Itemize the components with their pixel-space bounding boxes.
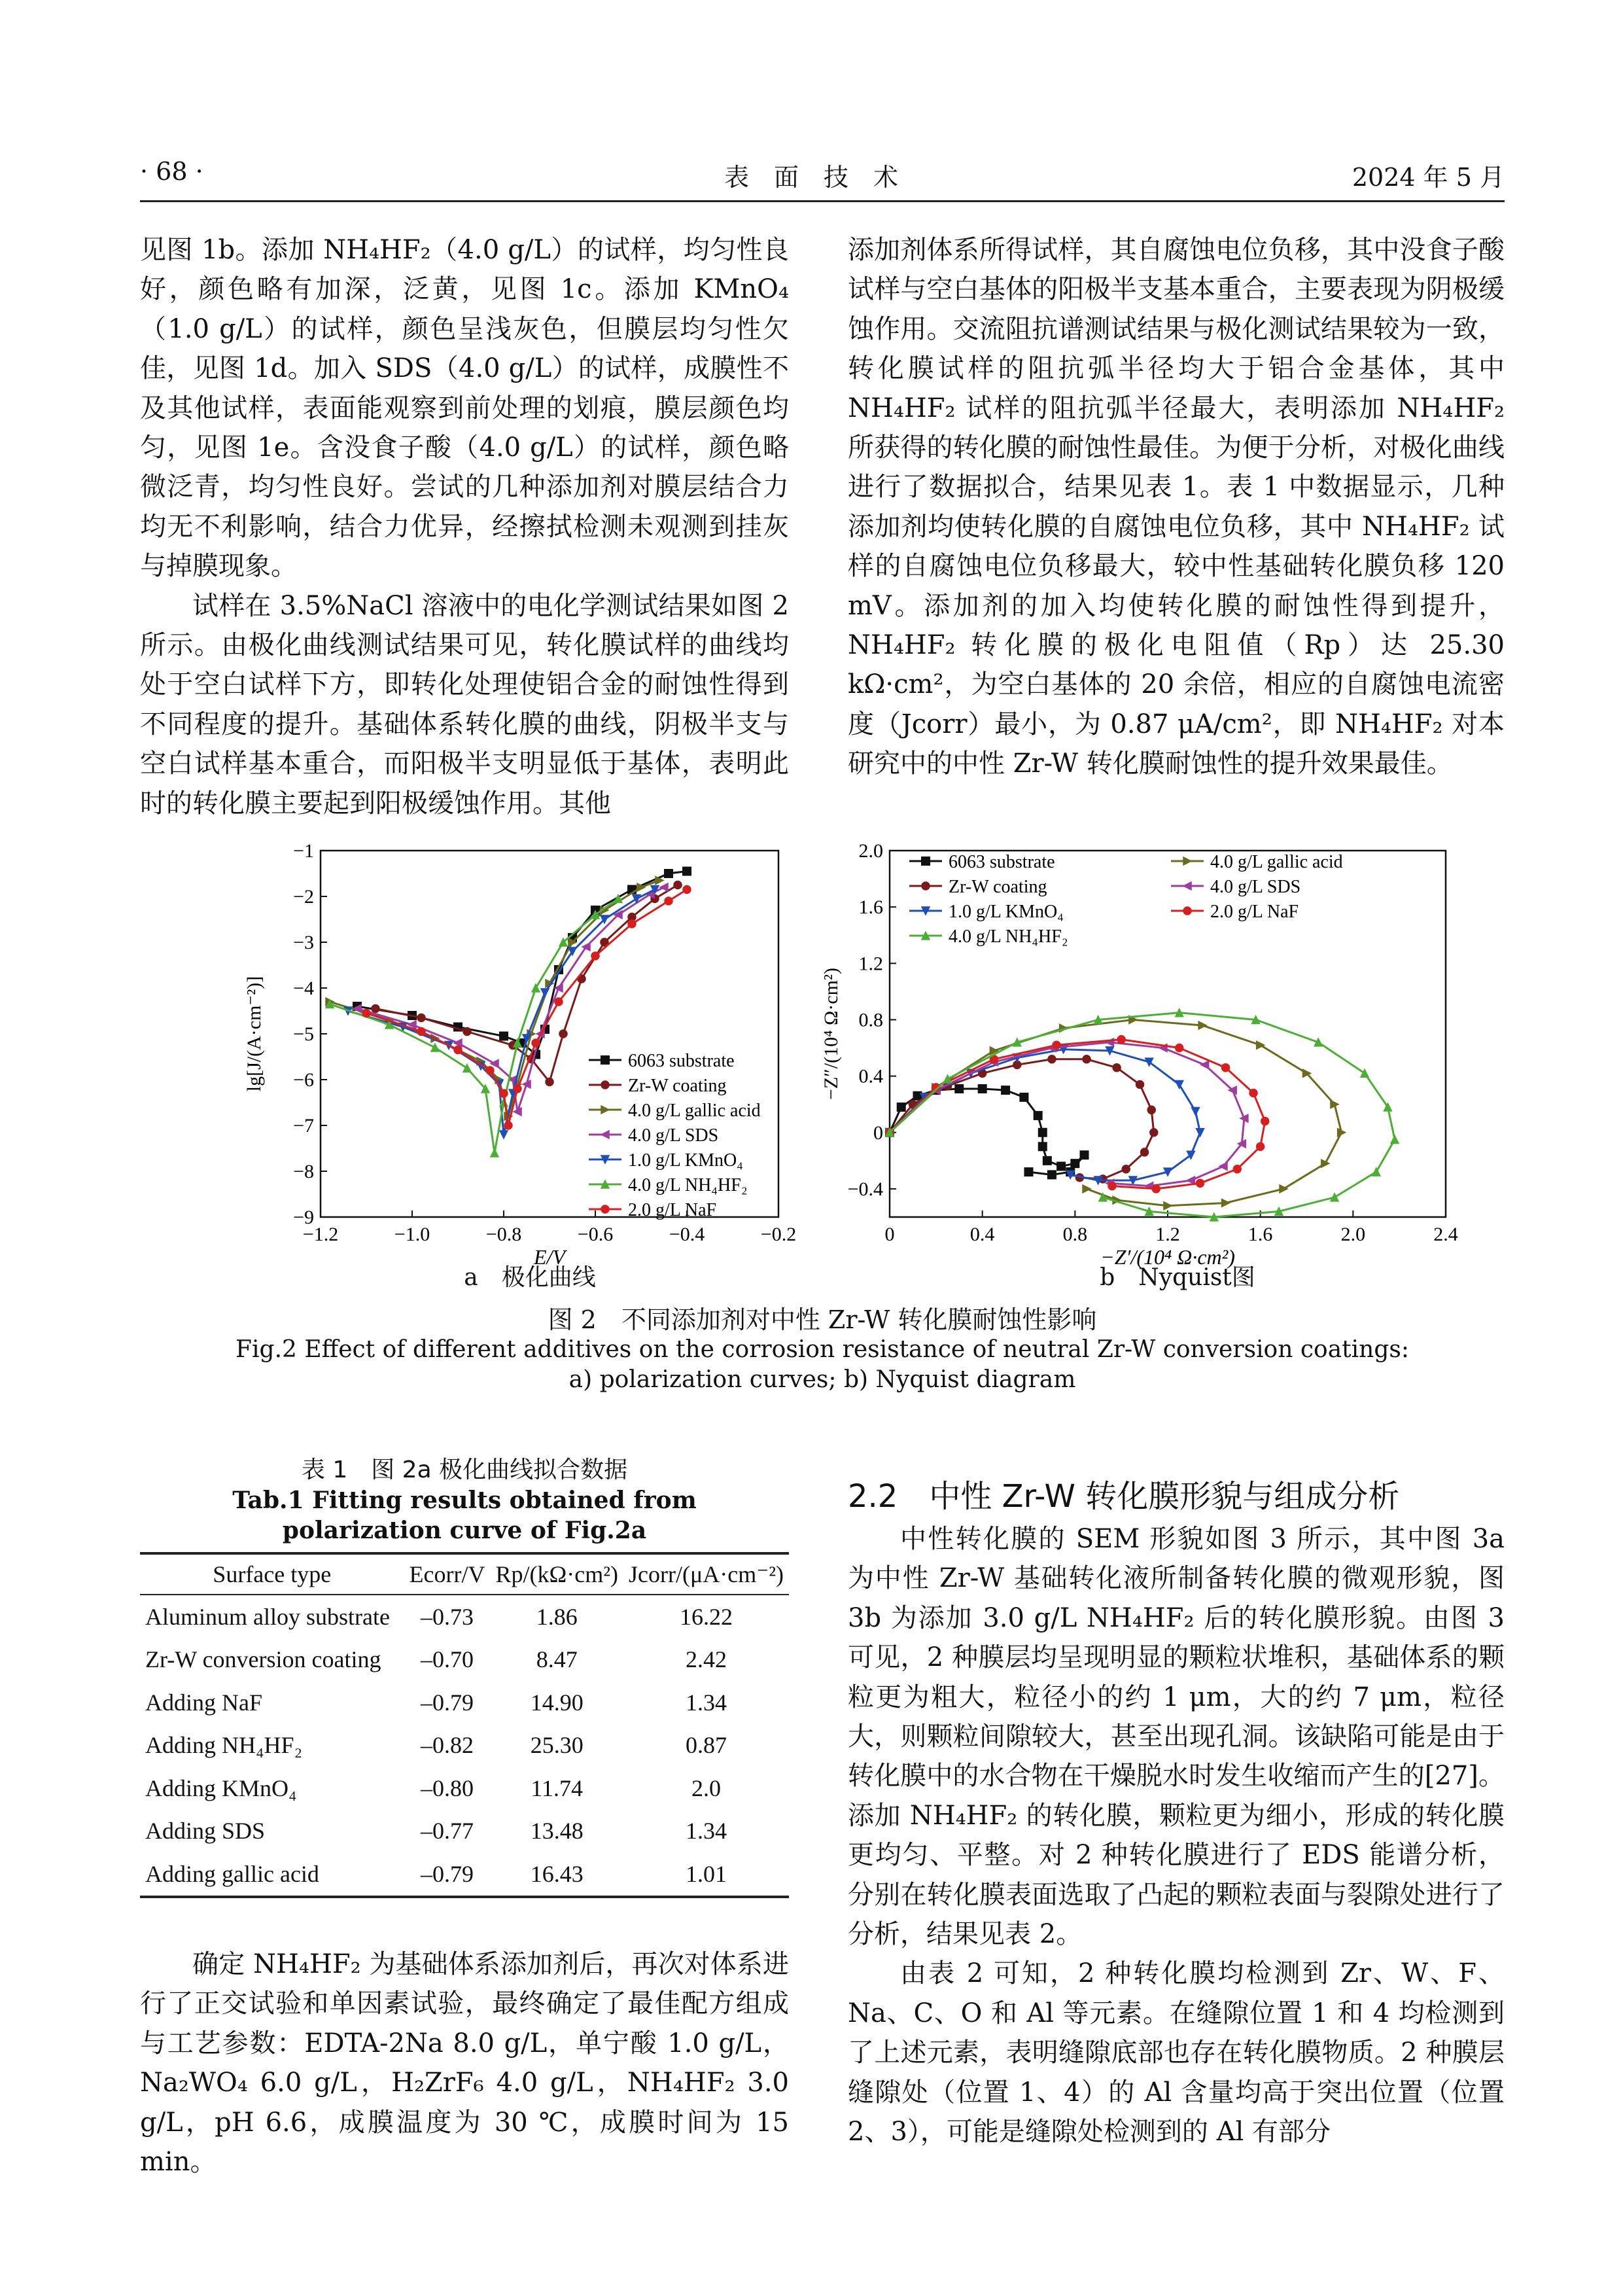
data-point	[491, 1149, 498, 1157]
data-point	[674, 881, 682, 889]
legend-label: Zr-W coating	[949, 877, 1047, 897]
header-ecorr: Ecorr/V	[404, 1553, 491, 1595]
table-title-cn: 表 1 图 2a 极化曲线拟合数据	[301, 1457, 628, 1483]
data-point	[1152, 1185, 1160, 1193]
y-tick-label: −7	[293, 1115, 314, 1137]
cell: 14.90	[530, 1689, 584, 1716]
header-rule	[140, 200, 1505, 202]
figure-caption	[140, 1305, 1505, 1395]
data-point	[683, 868, 691, 875]
y-tick-label: −9	[293, 1207, 314, 1228]
series	[886, 1085, 1089, 1178]
data-point	[1039, 1129, 1047, 1137]
y-tick-label: −2	[293, 886, 314, 908]
header-surface-type: Surface type	[140, 1553, 404, 1595]
data-point	[1196, 1179, 1204, 1187]
paragraph: 中性转化膜的 SEM 形貌如图 3 所示，其中图 3a 为中性 Zr-W 基础转化液所制备转化膜的微观形貌，图 3b 为添加 3.0 g/L NH₄HF₂ 后的转化膜形貌。由图 3 可见，2 种膜层均呈现明显的颗粒状堆积，基础体系的颗粒更为粗大，粒径小的约 1 μm，大的约 7 μm，粒径大，则颗粒间隙较大，甚至出现孔洞。该缺陷可能是由于转化膜中的水合物在干燥脱水时发生收缩而产生的[27]。添加 NH₄HF₂ 的转化膜，颗粒更为细小，形成的转化膜更均匀、平整。对 2 种转化膜进行了 EDS 能谱分析，分别在转化膜表面选取了凸起的颗粒表面与裂隙处进行了分析，结果见表 2。	[848, 1524, 1505, 1950]
data-point	[1249, 1089, 1257, 1097]
data-point	[1136, 1081, 1144, 1089]
x-tick-label: 0.4	[969, 1224, 995, 1245]
y-tick-label: 0.4	[858, 1065, 883, 1087]
series	[353, 883, 668, 1116]
data-point	[500, 1131, 508, 1139]
y-tick-label: 2.0	[858, 840, 883, 862]
table-title	[140, 1455, 789, 1545]
legend-item	[589, 1150, 743, 1171]
data-point	[1219, 1162, 1227, 1170]
table-row	[140, 1638, 789, 1682]
legend-item	[589, 1101, 761, 1121]
data-point	[979, 1085, 986, 1093]
data-point	[417, 1014, 425, 1022]
cell: –0.73	[420, 1603, 474, 1630]
y-tick-label: 1.2	[858, 953, 883, 975]
y-tick-label: −4	[293, 978, 314, 999]
data-point	[1034, 1112, 1042, 1120]
y-tick-label: −5	[293, 1023, 314, 1045]
data-point	[1113, 1064, 1121, 1072]
series	[326, 895, 622, 1157]
legend-item	[589, 1051, 735, 1071]
legend-label: 2.0 g/L NaF	[628, 1200, 717, 1220]
left-column-top	[140, 230, 789, 823]
series	[886, 1009, 1399, 1221]
cell: 2.0	[691, 1775, 721, 1801]
data-point	[454, 1046, 462, 1054]
cell: Adding SDS	[145, 1818, 266, 1845]
data-point	[1183, 857, 1191, 865]
nyquist-chart	[818, 838, 1472, 1289]
legend-label: 4.0 g/L SDS	[1210, 877, 1301, 897]
series-line	[357, 887, 664, 1112]
left-column-bottom	[140, 1945, 789, 2181]
issue-date: 2024 年 5 月	[1352, 163, 1505, 192]
y-tick-label: −0.4	[847, 1178, 883, 1200]
legend-item	[1171, 852, 1343, 872]
x-tick-label: 1.6	[1248, 1224, 1273, 1245]
x-tick-label: −0.2	[760, 1224, 797, 1245]
legend-label: 2.0 g/L NaF	[1210, 902, 1299, 922]
cell: Aluminum alloy substrate	[145, 1603, 390, 1630]
caption-en-2: a) polarization curves; b) Nyquist diagram	[568, 1366, 1076, 1393]
data-point	[1083, 1185, 1091, 1193]
data-point	[922, 882, 930, 890]
data-point	[665, 870, 672, 877]
legend-item	[909, 877, 1047, 897]
data-point	[1122, 1165, 1130, 1173]
cell: –0.80	[420, 1775, 474, 1801]
legend-item	[909, 852, 1055, 872]
legend-label: 1.0 g/L KMnO₄	[949, 902, 1064, 922]
legend-label: 4.0 g/L SDS	[628, 1125, 719, 1146]
section-title: 2.2 中性 Zr-W 转化膜形貌与组成分析	[848, 1478, 1400, 1515]
data-point	[591, 952, 599, 960]
data-point	[1176, 1044, 1183, 1052]
data-point	[1108, 1182, 1116, 1190]
cell: Adding gallic acid	[140, 1852, 404, 1897]
x-tick-label: −1.2	[302, 1224, 339, 1245]
x-tick-label: −0.4	[669, 1224, 705, 1245]
data-point	[1141, 1148, 1149, 1156]
data-point	[500, 1033, 508, 1040]
data-point	[898, 1103, 905, 1111]
y-axis-label: lg[J/(A·cm⁻²)]	[243, 976, 265, 1092]
x-axis-label: −Z′/(10⁴ Ω·cm²)	[1100, 1245, 1235, 1269]
data-point	[1057, 1162, 1065, 1170]
y-tick-label: −8	[293, 1161, 314, 1182]
table-row	[140, 1724, 789, 1767]
caption-cn: 图 2 不同添加剂对中性 Zr-W 转化膜耐蚀性影响	[548, 1305, 1097, 1334]
data-point	[1020, 1093, 1028, 1101]
legend-label: 4.0 g/L NH₄HF₂	[949, 927, 1068, 947]
data-point	[431, 1044, 439, 1051]
series-line	[890, 1059, 1154, 1179]
series	[886, 1038, 1248, 1190]
header-rp: Rp/(kΩ·cm²)	[490, 1553, 623, 1595]
data-point	[1048, 1055, 1056, 1063]
legend-label: Zr-W coating	[628, 1076, 727, 1096]
legend-item	[589, 1175, 748, 1195]
cell: –0.70	[420, 1646, 474, 1673]
figure-b-label: b Nyquist图	[1100, 1264, 1255, 1291]
data-point	[601, 1131, 609, 1139]
page-number: · 68 ·	[140, 157, 203, 186]
table-row	[140, 1810, 789, 1853]
legend-item	[1171, 877, 1300, 897]
right-column-top	[848, 230, 1505, 784]
x-tick-label: 0.8	[1062, 1224, 1088, 1245]
data-point	[486, 1067, 494, 1074]
legend-label: 4.0 g/L gallic acid	[1210, 852, 1343, 872]
caption-en-1: Fig.2 Effect of different additives on the corrosion resistance of neutral Zr-W conversion coatings:	[236, 1336, 1409, 1363]
data-point	[660, 883, 668, 891]
cell: Adding NH₄HF₂	[145, 1732, 303, 1759]
data-point	[514, 1085, 521, 1093]
cell: Adding KMnO₄	[145, 1775, 297, 1801]
cell: Adding NaF	[145, 1689, 262, 1716]
x-tick-label: −0.6	[577, 1224, 614, 1245]
header-jcorr: Jcorr/(μA·cm⁻²)	[623, 1553, 789, 1595]
data-point	[1164, 1202, 1172, 1210]
data-point	[1147, 1106, 1155, 1114]
cell: –0.82	[420, 1732, 474, 1759]
data-point	[417, 1028, 425, 1036]
table-row	[140, 1852, 789, 1897]
data-point	[1183, 907, 1191, 915]
cell: 16.43	[490, 1852, 623, 1897]
journal-name: 表 面 技 术	[724, 163, 898, 192]
paragraph: 添加剂体系所得试样，其自腐蚀电位负移，其中没食子酸试样与空白基体的阳极半支基本重合，主要表现为阴极缓蚀作用。交流阻抗谱测试结果与极化测试结果较为一致，转化膜试样的阻抗弧半径均大于铝合金基体，其中 NH₄HF₂ 试样的阻抗弧半径最大，表明添加 NH₄HF₂ 所获得的转化膜的耐蚀性最佳。为便于分析，对极化曲线进行了数据拟合，结果见表 1。表 1 中数据显示，几种添加剂均使转化膜的自腐蚀电位负移，其中 NH₄HF₂ 试样的自腐蚀电位负移最大，较中性基础转化膜负移 120 mV。添加剂的加入均使转化膜的耐蚀性得到提升，NH₄HF₂ 转化膜的极化电阻值（Rp）达 25.30 kΩ·cm²，为空白基体的 20 余倍，相应的自腐蚀电流密度（Jcorr）最小，为 0.87 μA/cm²，即 NH₄HF₂ 对本研究中的中性 Zr-W 转化膜耐蚀性的提升效果最佳。	[848, 235, 1505, 779]
x-tick-label: 1.2	[1155, 1224, 1180, 1245]
data-point	[491, 1060, 498, 1068]
data-point	[601, 1081, 609, 1089]
data-point	[1233, 1165, 1241, 1173]
cell: 11.74	[531, 1775, 584, 1801]
data-point	[541, 989, 549, 997]
right-column-bottom	[848, 1519, 1505, 2152]
y-tick-label: −1	[293, 840, 314, 862]
legend-item	[909, 927, 1068, 947]
y-tick-label: 0	[873, 1122, 883, 1144]
data-point	[1222, 1199, 1230, 1207]
cell: Zr-W conversion coating	[145, 1646, 381, 1673]
fitting-table	[140, 1552, 789, 1898]
data-point	[601, 1106, 609, 1114]
data-point	[665, 897, 672, 905]
cell: 1.01	[623, 1852, 789, 1897]
figure-a-label: a 极化曲线	[464, 1264, 596, 1291]
data-point	[1002, 1086, 1009, 1094]
legend-item	[589, 1076, 727, 1096]
cell: 1.86	[536, 1603, 578, 1630]
x-tick-label: −1.0	[394, 1224, 430, 1245]
data-point	[1043, 1157, 1051, 1165]
data-point	[1201, 1061, 1209, 1069]
table-header-row	[140, 1553, 789, 1595]
legend-label: 6063 substrate	[949, 852, 1055, 872]
data-point	[463, 1028, 471, 1036]
data-point	[683, 886, 691, 894]
cell: 8.47	[536, 1646, 578, 1673]
data-point	[628, 920, 636, 928]
table-title-en-1: Tab.1 Fitting results obtained from	[232, 1487, 697, 1514]
data-point	[532, 1039, 540, 1047]
table-row	[140, 1767, 789, 1810]
data-point	[1048, 1171, 1056, 1178]
data-point	[1196, 1129, 1204, 1137]
cell: 25.30	[530, 1732, 584, 1759]
y-tick-label: 0.8	[858, 1009, 883, 1031]
y-tick-label: −3	[293, 932, 314, 953]
cell: 13.48	[530, 1818, 584, 1845]
legend-label: 6063 substrate	[628, 1051, 735, 1071]
series-line	[890, 1019, 1342, 1205]
data-point	[1372, 1168, 1380, 1176]
data-point	[1198, 1021, 1206, 1029]
data-point	[1039, 1142, 1047, 1150]
data-point	[1025, 1168, 1033, 1176]
data-point	[500, 1089, 508, 1097]
data-point	[1117, 1036, 1125, 1044]
data-point	[546, 1078, 553, 1086]
data-point	[1183, 882, 1191, 890]
cell: –0.77	[420, 1818, 474, 1845]
data-point	[601, 1205, 609, 1213]
data-point	[1321, 1159, 1329, 1167]
cell: 1.34	[685, 1818, 727, 1845]
legend-label: 4.0 g/L NH₄HF₂	[628, 1175, 748, 1195]
cell: 16.22	[679, 1603, 733, 1630]
data-point	[1081, 1151, 1089, 1159]
cell: –0.79	[420, 1689, 474, 1716]
data-point	[1053, 1041, 1060, 1049]
paragraph: 见图 1b。添加 NH₄HF₂（4.0 g/L）的试样，均匀性良好，颜色略有加深，泛黄，见图 1c。添加 KMnO₄（1.0 g/L）的试样，颜色呈浅灰色，但膜层均匀性欠佳，见图 1d。加入 SDS（4.0 g/L）的试样，成膜性不及其他试样，表面能观察到前处理的划痕，膜层颜色均匀，见图 1e。含没食子酸（4.0 g/L）的试样，颜色略微泛青，均匀性良好。尝试的几种添加剂对膜层结合力均无不利影响，结合力优异，经擦拭检测未观测到挂灰与掉膜现象。	[140, 235, 789, 582]
data-point	[1391, 1136, 1399, 1144]
paragraph: 由表 2 可知，2 种转化膜均检测到 Zr、W、F、Na、C、O 和 Al 等元素。在缝隙位置 1 和 4 均检测到了上述元素，表明缝隙底部也存在转化膜物质。2 种膜层缝隙处（位置 1、4）的 Al 含量均高于突出位置（位置 2、3），可能是缝隙处检测到的 Al 有部分	[848, 1958, 1505, 2147]
data-point	[601, 1056, 609, 1064]
y-tick-label: −6	[293, 1069, 314, 1091]
data-point	[1261, 1118, 1269, 1125]
data-point	[955, 1085, 963, 1093]
x-tick-label: −0.8	[485, 1224, 522, 1245]
legend-item	[909, 902, 1064, 922]
table-row	[140, 1681, 789, 1724]
data-point	[362, 1010, 370, 1017]
table-row	[140, 1595, 789, 1638]
data-point	[1257, 1142, 1265, 1150]
paragraph: 确定 NH₄HF₂ 为基础体系添加剂后，再次对体系进行了正交试验和单因素试验，最终确定了最佳配方组成与工艺参数：EDTA-2Na 8.0 g/L，单宁酸 1.0 g/L，Na₂WO₄ 6.0 g/L，H₂ZrF₆ 4.0 g/L，NH₄HF₂ 3.0 g/L，pH 6.6，成膜温度为 30 ℃，成膜时间为 15 min。	[140, 1949, 789, 2178]
polarization-chart	[236, 831, 811, 1289]
legend-label: 4.0 g/L gallic acid	[628, 1101, 761, 1121]
cell: 0.87	[685, 1732, 727, 1759]
data-point	[1192, 1107, 1200, 1115]
y-tick-label: 1.6	[858, 896, 883, 919]
legend-item	[1171, 902, 1299, 922]
data-point	[504, 1122, 512, 1129]
data-point	[1071, 1159, 1079, 1167]
x-axis-label: E/V	[534, 1245, 565, 1269]
series	[886, 1055, 1158, 1183]
paragraph: 试样在 3.5%NaCl 溶液中的电化学测试结果如图 2 所示。由极化曲线测试结果可见，转化膜试样的曲线均处于空白试样下方，即转化处理使铝合金的耐蚀性得到不同程度的提升。基础体系转化膜的曲线，阴极半支与空白试样基本重合，而阳极半支明显低于基体，表明此时的转化膜主要起到阳极缓蚀作用。其他	[140, 590, 789, 819]
data-point	[922, 857, 930, 865]
y-axis-label: −Z″/(10⁴ Ω·cm²)	[820, 968, 842, 1100]
x-tick-label: 2.4	[1433, 1224, 1458, 1245]
cell: 1.34	[685, 1689, 727, 1716]
data-point	[1222, 1064, 1230, 1072]
legend-item	[589, 1125, 718, 1146]
x-tick-label: 0	[884, 1224, 895, 1245]
table-title-en-2: polarization curve of Fig.2a	[282, 1517, 647, 1544]
data-point	[372, 1005, 379, 1013]
data-point	[559, 1030, 567, 1038]
data-point	[555, 998, 563, 1006]
x-tick-label: 2.0	[1340, 1224, 1366, 1245]
legend-label: 1.0 g/L KMnO₄	[628, 1150, 743, 1171]
data-point	[1083, 1055, 1091, 1063]
cell: 2.42	[685, 1646, 727, 1673]
cell: –0.79	[404, 1852, 491, 1897]
data-point	[1150, 1129, 1158, 1137]
